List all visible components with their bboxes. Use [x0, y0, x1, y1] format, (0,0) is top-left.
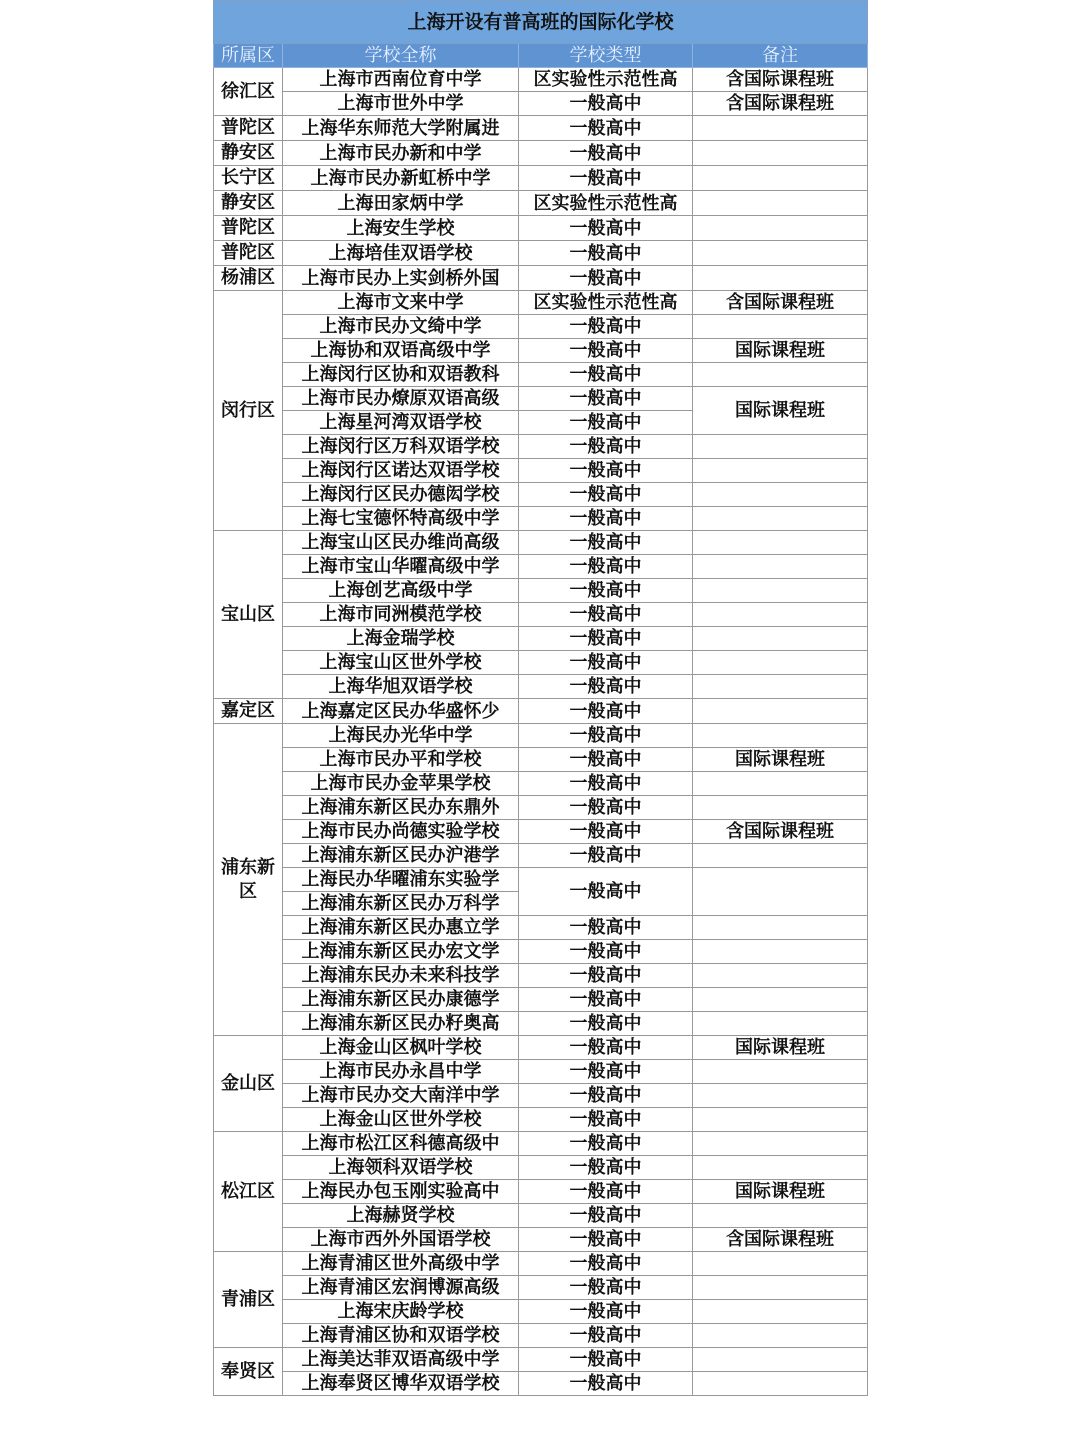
school-name-cell: 上海浦东民办未来科技学 — [283, 964, 519, 988]
table-row — [214, 216, 868, 241]
table-row — [214, 1300, 868, 1324]
schools-sheet — [213, 0, 867, 1396]
note-cell — [693, 315, 868, 339]
school-type-cell: 一般高中 — [519, 216, 693, 241]
table-row — [214, 675, 868, 699]
district-cell: 徐汇区 — [214, 68, 283, 116]
school-name-cell: 上海金瑞学校 — [283, 627, 519, 651]
school-name-cell: 上海青浦区协和双语学校 — [283, 1324, 519, 1348]
school-type-cell: 一般高中 — [519, 266, 693, 291]
table-row — [214, 116, 868, 141]
school-name-cell: 上海奉贤区博华双语学校 — [283, 1372, 519, 1396]
school-name-cell: 上海宝山区世外学校 — [283, 651, 519, 675]
district-cell: 松江区 — [214, 1132, 283, 1252]
note-cell — [693, 627, 868, 651]
table-row — [214, 555, 868, 579]
table-row — [214, 844, 868, 868]
school-name-cell: 上海市民办文绮中学 — [283, 315, 519, 339]
district-cell: 奉贤区 — [214, 1348, 283, 1396]
school-type-cell: 一般高中 — [519, 1372, 693, 1396]
school-name-cell: 上海民办光华中学 — [283, 724, 519, 748]
note-cell — [693, 1276, 868, 1300]
school-type-cell: 一般高中 — [519, 651, 693, 675]
table-row — [214, 339, 868, 363]
table-row — [214, 507, 868, 531]
school-name-cell: 上海闵行区民办德闳学校 — [283, 483, 519, 507]
table-row — [214, 1324, 868, 1348]
note-cell — [693, 141, 868, 166]
school-type-cell: 一般高中 — [519, 1300, 693, 1324]
school-type-cell: 一般高中 — [519, 1228, 693, 1252]
table-row — [214, 1276, 868, 1300]
school-name-cell: 上海浦东新区民办惠立学 — [283, 916, 519, 940]
note-cell — [693, 1060, 868, 1084]
district-cell: 浦东新区 — [214, 724, 283, 1036]
table-row — [214, 166, 868, 191]
school-type-cell: 一般高中 — [519, 531, 693, 555]
table-row — [214, 868, 868, 892]
school-name-cell: 上海田家炳中学 — [283, 191, 519, 216]
table-row — [214, 1036, 868, 1060]
note-cell: 含国际课程班 — [693, 820, 868, 844]
table-row — [214, 531, 868, 555]
school-name-cell: 上海市宝山华曜高级中学 — [283, 555, 519, 579]
table-row — [214, 241, 868, 266]
school-type-cell: 一般高中 — [519, 166, 693, 191]
school-type-cell: 一般高中 — [519, 988, 693, 1012]
table-row — [214, 1252, 868, 1276]
school-name-cell: 上海浦东新区民办沪港学 — [283, 844, 519, 868]
school-type-cell: 一般高中 — [519, 1036, 693, 1060]
school-name-cell: 上海赫贤学校 — [283, 1204, 519, 1228]
note-cell — [693, 796, 868, 820]
table-row — [214, 1132, 868, 1156]
note-cell: 含国际课程班 — [693, 1228, 868, 1252]
district-cell: 长宁区 — [214, 166, 283, 191]
school-name-cell: 上海市民办新虹桥中学 — [283, 166, 519, 191]
header-school-name: 学校全称 — [283, 44, 519, 68]
school-name-cell: 上海华东师范大学附属进 — [283, 116, 519, 141]
school-type-cell: 一般高中 — [519, 844, 693, 868]
table-row — [214, 964, 868, 988]
note-cell — [693, 1252, 868, 1276]
table-row — [214, 1228, 868, 1252]
table-row — [214, 1348, 868, 1372]
note-cell — [693, 916, 868, 940]
table-row — [214, 1108, 868, 1132]
school-name-cell: 上海市民办上实剑桥外国 — [283, 266, 519, 291]
school-name-cell: 上海青浦区宏润博源高级 — [283, 1276, 519, 1300]
school-type-cell: 一般高中 — [519, 116, 693, 141]
school-name-cell: 上海市西南位育中学 — [283, 68, 519, 92]
table-row — [214, 483, 868, 507]
note-cell — [693, 1372, 868, 1396]
school-type-cell: 一般高中 — [519, 1276, 693, 1300]
table-row — [214, 988, 868, 1012]
school-name-cell: 上海市文来中学 — [283, 291, 519, 315]
note-cell — [693, 1300, 868, 1324]
note-cell: 国际课程班 — [693, 1036, 868, 1060]
school-name-cell: 上海浦东新区民办万科学 — [283, 892, 519, 916]
school-name-cell: 上海市西外外国语学校 — [283, 1228, 519, 1252]
table-row — [214, 459, 868, 483]
note-cell — [693, 507, 868, 531]
school-type-cell: 一般高中 — [519, 141, 693, 166]
school-name-cell: 上海市世外中学 — [283, 92, 519, 116]
note-cell — [693, 844, 868, 868]
school-name-cell: 上海华旭双语学校 — [283, 675, 519, 699]
note-cell — [693, 603, 868, 627]
school-type-cell: 一般高中 — [519, 675, 693, 699]
header-district: 所属区 — [214, 44, 283, 68]
school-type-cell: 一般高中 — [519, 1252, 693, 1276]
school-name-cell: 上海民办包玉刚实验高中 — [283, 1180, 519, 1204]
note-cell — [693, 1132, 868, 1156]
table-row — [214, 68, 868, 92]
table-row — [214, 796, 868, 820]
note-cell — [693, 555, 868, 579]
note-cell: 国际课程班 — [693, 387, 868, 435]
note-cell — [693, 459, 868, 483]
note-cell — [693, 1324, 868, 1348]
school-type-cell: 一般高中 — [519, 796, 693, 820]
table-row — [214, 387, 868, 411]
table-row — [214, 772, 868, 796]
note-cell — [693, 940, 868, 964]
school-name-cell: 上海市同洲模范学校 — [283, 603, 519, 627]
school-type-cell: 一般高中 — [519, 772, 693, 796]
district-cell: 静安区 — [214, 141, 283, 166]
school-name-cell: 上海美达菲双语高级中学 — [283, 1348, 519, 1372]
table-row — [214, 315, 868, 339]
header-school-type: 学校类型 — [519, 44, 693, 68]
school-type-cell: 一般高中 — [519, 916, 693, 940]
note-cell — [693, 216, 868, 241]
school-name-cell: 上海市民办交大南洋中学 — [283, 1084, 519, 1108]
school-name-cell: 上海培佳双语学校 — [283, 241, 519, 266]
table-row — [214, 603, 868, 627]
note-cell — [693, 191, 868, 216]
district-cell: 杨浦区 — [214, 266, 283, 291]
school-name-cell: 上海闵行区诺达双语学校 — [283, 459, 519, 483]
note-cell — [693, 363, 868, 387]
note-cell — [693, 1204, 868, 1228]
school-type-cell: 一般高中 — [519, 964, 693, 988]
district-cell: 金山区 — [214, 1036, 283, 1132]
note-cell — [693, 651, 868, 675]
note-cell: 含国际课程班 — [693, 68, 868, 92]
school-type-cell: 一般高中 — [519, 555, 693, 579]
school-type-cell: 一般高中 — [519, 315, 693, 339]
school-name-cell: 上海浦东新区民办宏文学 — [283, 940, 519, 964]
note-cell — [693, 435, 868, 459]
school-name-cell: 上海领科双语学校 — [283, 1156, 519, 1180]
school-type-cell: 一般高中 — [519, 483, 693, 507]
school-type-cell: 一般高中 — [519, 459, 693, 483]
school-name-cell: 上海青浦区世外高级中学 — [283, 1252, 519, 1276]
district-cell: 普陀区 — [214, 241, 283, 266]
table-row — [214, 1084, 868, 1108]
school-name-cell: 上海浦东新区民办康德学 — [283, 988, 519, 1012]
school-name-cell: 上海嘉定区民办华盛怀少 — [283, 699, 519, 724]
table-row — [214, 141, 868, 166]
school-type-cell: 一般高中 — [519, 579, 693, 603]
district-cell: 嘉定区 — [214, 699, 283, 724]
school-type-cell: 一般高中 — [519, 820, 693, 844]
table-row — [214, 748, 868, 772]
school-type-cell: 一般高中 — [519, 507, 693, 531]
school-name-cell: 上海市民办金苹果学校 — [283, 772, 519, 796]
note-cell — [693, 579, 868, 603]
school-type-cell: 一般高中 — [519, 1108, 693, 1132]
note-cell — [693, 531, 868, 555]
table-row — [214, 191, 868, 216]
table-row — [214, 363, 868, 387]
note-cell — [693, 116, 868, 141]
school-name-cell: 上海浦东新区民办籽奥高 — [283, 1012, 519, 1036]
school-name-cell: 上海协和双语高级中学 — [283, 339, 519, 363]
table-row — [214, 1156, 868, 1180]
school-name-cell: 上海闵行区协和双语教科 — [283, 363, 519, 387]
note-cell — [693, 699, 868, 724]
school-type-cell: 一般高中 — [519, 411, 693, 435]
school-type-cell: 区实验性示范性高 — [519, 291, 693, 315]
school-type-cell: 一般高中 — [519, 627, 693, 651]
table-row — [214, 435, 868, 459]
note-cell — [693, 1348, 868, 1372]
school-type-cell: 一般高中 — [519, 699, 693, 724]
table-row — [214, 579, 868, 603]
district-cell: 青浦区 — [214, 1252, 283, 1348]
school-name-cell: 上海七宝德怀特高级中学 — [283, 507, 519, 531]
school-type-cell: 一般高中 — [519, 92, 693, 116]
school-type-cell: 一般高中 — [519, 1132, 693, 1156]
note-cell — [693, 166, 868, 191]
table-row — [214, 1060, 868, 1084]
school-name-cell: 上海星河湾双语学校 — [283, 411, 519, 435]
table-row — [214, 820, 868, 844]
school-type-cell: 一般高中 — [519, 1180, 693, 1204]
school-type-cell: 一般高中 — [519, 724, 693, 748]
district-cell: 宝山区 — [214, 531, 283, 699]
school-name-cell: 上海市民办尚德实验学校 — [283, 820, 519, 844]
school-type-cell: 一般高中 — [519, 748, 693, 772]
school-type-cell: 一般高中 — [519, 1012, 693, 1036]
school-type-cell: 一般高中 — [519, 363, 693, 387]
note-cell — [693, 241, 868, 266]
table-row — [214, 266, 868, 291]
note-cell — [693, 1084, 868, 1108]
school-type-cell: 一般高中 — [519, 1084, 693, 1108]
note-cell — [693, 1012, 868, 1036]
table-row — [214, 92, 868, 116]
school-name-cell: 上海市民办永昌中学 — [283, 1060, 519, 1084]
table-row — [214, 940, 868, 964]
table-row — [214, 1204, 868, 1228]
note-cell: 含国际课程班 — [693, 291, 868, 315]
table-row — [214, 627, 868, 651]
note-cell — [693, 724, 868, 748]
header-note: 备注 — [693, 44, 868, 68]
school-name-cell: 上海市松江区科德高级中 — [283, 1132, 519, 1156]
table-row — [214, 1372, 868, 1396]
school-name-cell: 上海浦东新区民办东鼎外 — [283, 796, 519, 820]
school-name-cell: 上海宋庆龄学校 — [283, 1300, 519, 1324]
school-type-cell: 一般高中 — [519, 1156, 693, 1180]
school-type-cell: 一般高中 — [519, 1324, 693, 1348]
table-row — [214, 1012, 868, 1036]
note-cell — [693, 483, 868, 507]
school-name-cell: 上海民办华曜浦东实验学 — [283, 868, 519, 892]
header-row — [214, 44, 868, 68]
school-name-cell: 上海市民办新和中学 — [283, 141, 519, 166]
table-row — [214, 916, 868, 940]
district-cell: 普陀区 — [214, 116, 283, 141]
district-cell: 闵行区 — [214, 291, 283, 531]
note-cell — [693, 266, 868, 291]
note-cell — [693, 868, 868, 916]
school-name-cell: 上海金山区枫叶学校 — [283, 1036, 519, 1060]
district-cell: 普陀区 — [214, 216, 283, 241]
table-row — [214, 1180, 868, 1204]
note-cell: 国际课程班 — [693, 339, 868, 363]
note-cell — [693, 1156, 868, 1180]
school-type-cell: 一般高中 — [519, 1348, 693, 1372]
table-row — [214, 724, 868, 748]
school-type-cell: 一般高中 — [519, 603, 693, 627]
school-name-cell: 上海宝山区民办维尚高级 — [283, 531, 519, 555]
school-type-cell: 一般高中 — [519, 387, 693, 411]
note-cell: 含国际课程班 — [693, 92, 868, 116]
note-cell: 国际课程班 — [693, 748, 868, 772]
school-type-cell: 一般高中 — [519, 940, 693, 964]
school-type-cell: 一般高中 — [519, 435, 693, 459]
school-name-cell: 上海金山区世外学校 — [283, 1108, 519, 1132]
table-row — [214, 651, 868, 675]
school-type-cell: 一般高中 — [519, 1060, 693, 1084]
district-cell: 静安区 — [214, 191, 283, 216]
note-cell — [693, 1108, 868, 1132]
note-cell — [693, 988, 868, 1012]
note-cell — [693, 675, 868, 699]
school-name-cell: 上海市民办平和学校 — [283, 748, 519, 772]
school-name-cell: 上海市民办燎原双语高级 — [283, 387, 519, 411]
school-type-cell: 区实验性示范性高 — [519, 191, 693, 216]
school-type-cell: 一般高中 — [519, 868, 693, 916]
table-row — [214, 291, 868, 315]
note-cell — [693, 964, 868, 988]
school-type-cell: 一般高中 — [519, 339, 693, 363]
note-cell — [693, 772, 868, 796]
school-type-cell: 一般高中 — [519, 1204, 693, 1228]
schools-table — [213, 0, 868, 1396]
school-name-cell: 上海安生学校 — [283, 216, 519, 241]
school-name-cell: 上海闵行区万科双语学校 — [283, 435, 519, 459]
note-cell: 国际课程班 — [693, 1180, 868, 1204]
school-type-cell: 一般高中 — [519, 241, 693, 266]
table-row — [214, 699, 868, 724]
table-title: 上海开设有普高班的国际化学校 — [214, 1, 868, 44]
school-type-cell: 区实验性示范性高 — [519, 68, 693, 92]
school-name-cell: 上海创艺高级中学 — [283, 579, 519, 603]
